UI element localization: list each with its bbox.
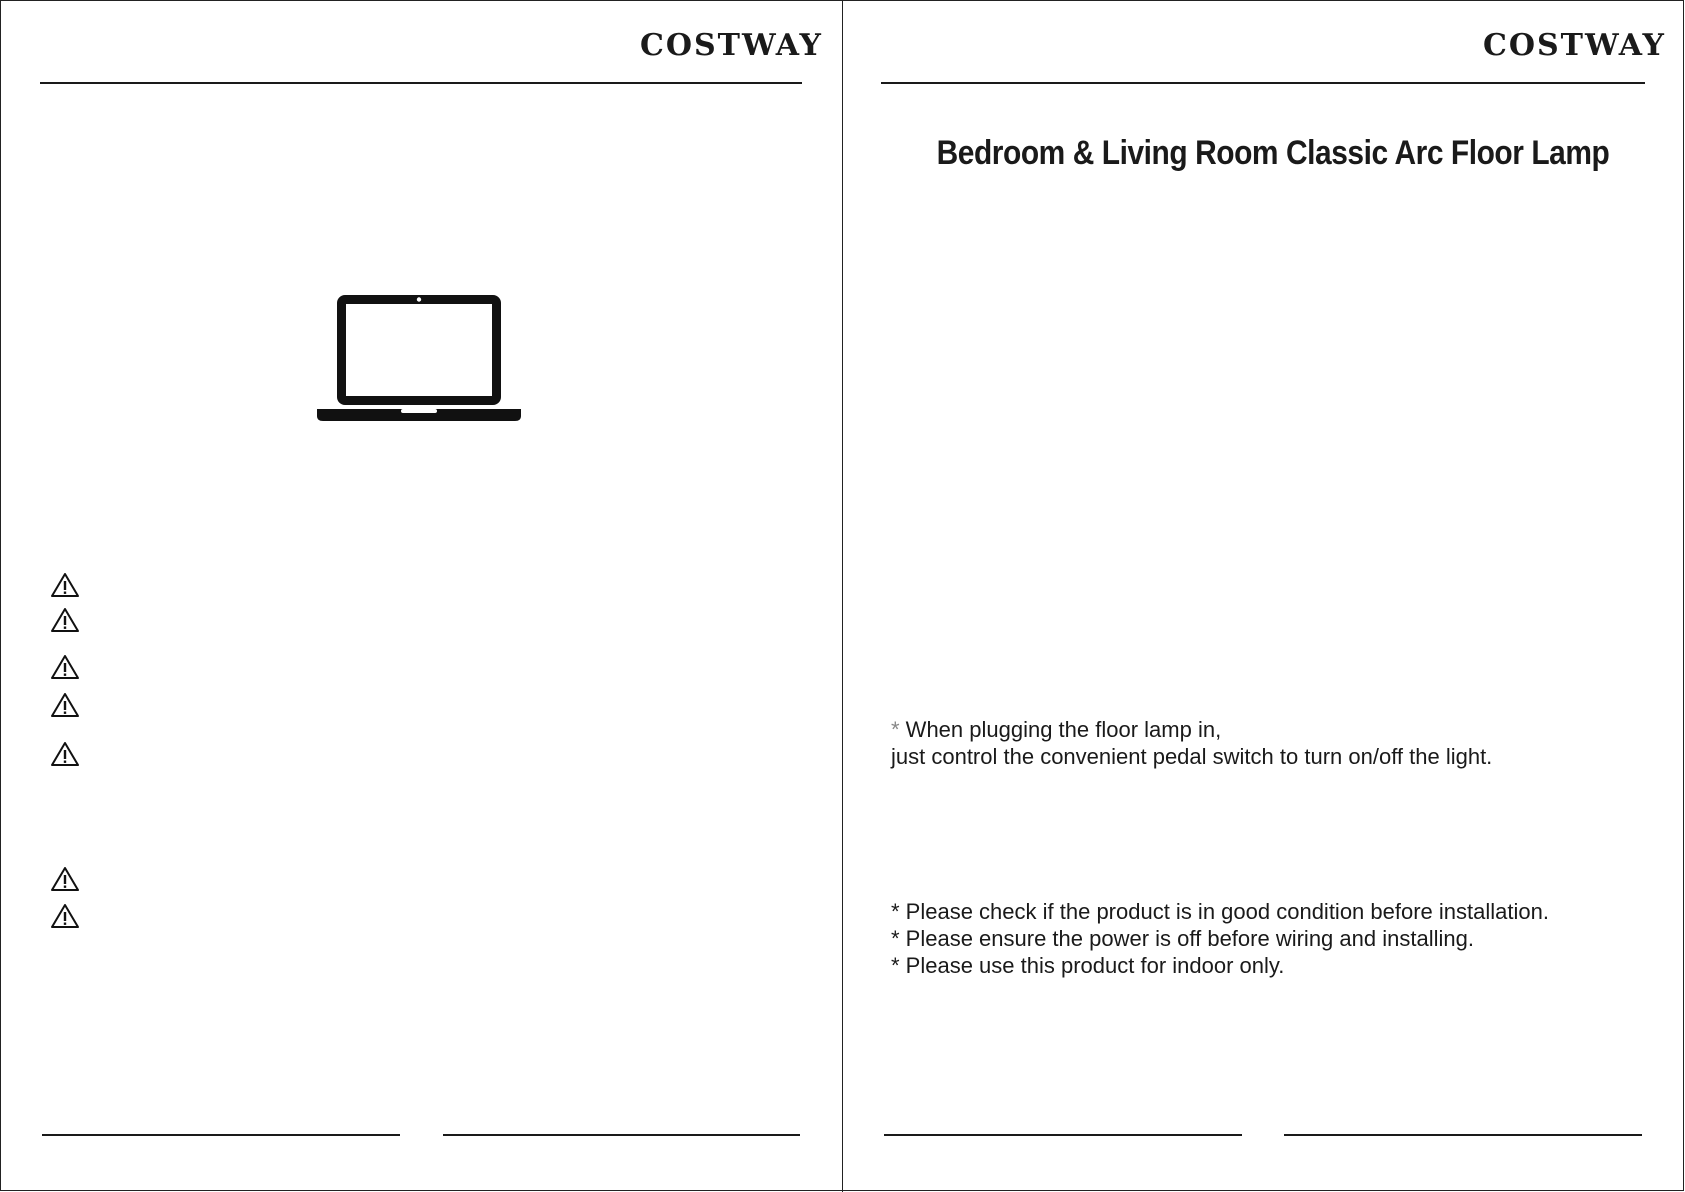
warning-triangle-icon bbox=[50, 572, 80, 598]
notice-item: * Please use this product for indoor only. bbox=[891, 953, 1285, 978]
notice-item: * Please ensure the power is off before wiring and installing. bbox=[891, 926, 1474, 951]
warning-triangle-icon bbox=[50, 903, 80, 929]
warning-triangle-icon bbox=[50, 741, 80, 767]
switch-note-line-2: just control the convenient pedal switch to turn on/off the light. bbox=[891, 744, 1493, 769]
brand-logo: COSTWAY bbox=[640, 28, 823, 63]
footer-rule-left bbox=[42, 1134, 400, 1136]
footer-rule-left bbox=[884, 1134, 1242, 1136]
warning-triangle-icon bbox=[50, 607, 80, 633]
header-rule bbox=[881, 82, 1645, 84]
bullet-star: * bbox=[891, 717, 900, 742]
right-page bbox=[843, 0, 1685, 1192]
header-rule bbox=[40, 82, 802, 84]
notice-item: * Please check if the product is in good condition before installation. bbox=[891, 899, 1549, 924]
left-page bbox=[0, 0, 842, 1192]
brand-logo: COSTWAY bbox=[1483, 28, 1666, 63]
product-title: Bedroom & Living Room Classic Arc Floor Lamp bbox=[936, 134, 1610, 172]
installation-notices bbox=[891, 898, 1549, 979]
warning-triangle-icon bbox=[50, 692, 80, 718]
switch-note-line-1: * When plugging the floor lamp in, bbox=[891, 717, 1222, 742]
footer-rule-right bbox=[1284, 1134, 1642, 1136]
switch-note bbox=[891, 716, 1492, 770]
laptop-icon bbox=[317, 293, 521, 423]
warning-triangle-icon bbox=[50, 654, 80, 680]
footer-rule-right bbox=[443, 1134, 800, 1136]
warning-triangle-icon bbox=[50, 866, 80, 892]
